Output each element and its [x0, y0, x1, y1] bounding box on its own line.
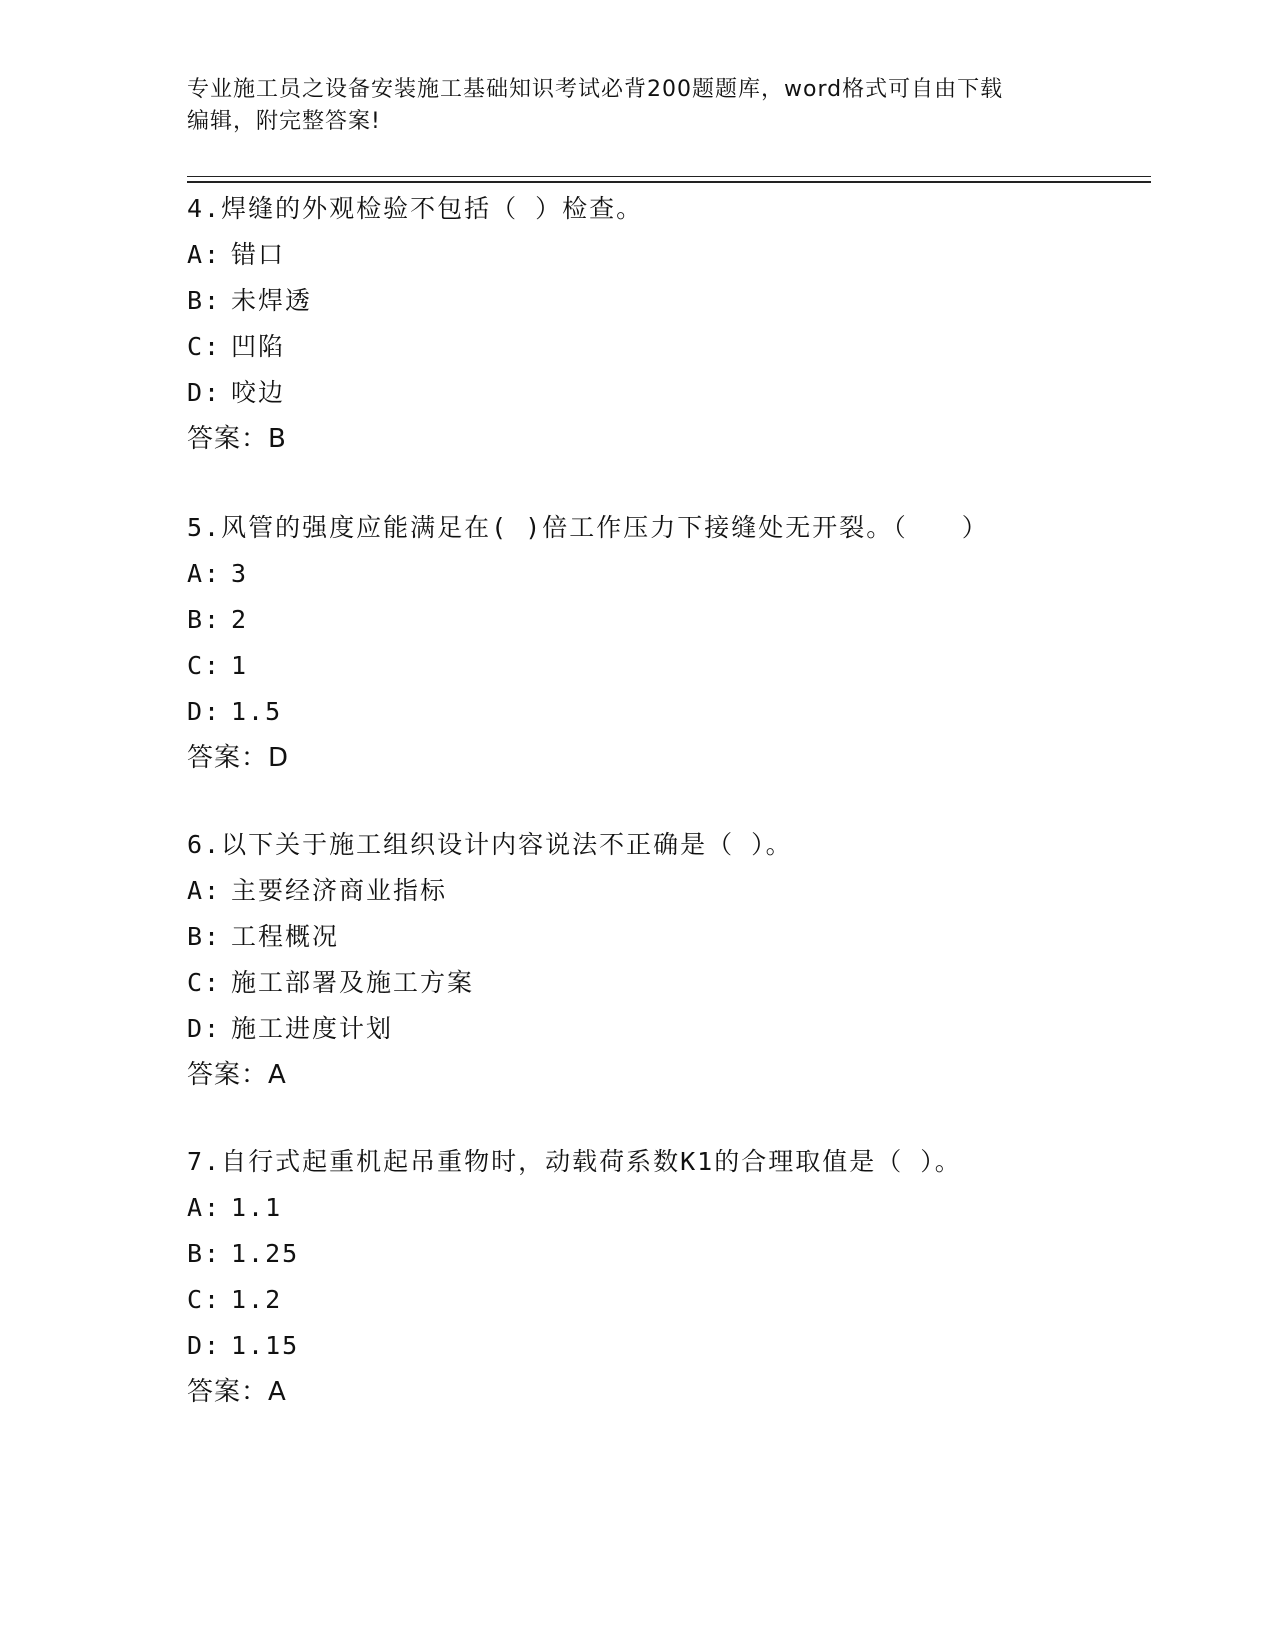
option-key: D: [187, 697, 222, 726]
option-c [187, 324, 1147, 370]
option-d [187, 689, 1147, 735]
option-key: D: [187, 378, 222, 407]
answer-line: 答案：A [187, 1060, 287, 1090]
option-b [187, 278, 1147, 324]
question-stem: 4.焊缝的外观检验不包括（ ）检查。 [187, 194, 644, 223]
option-text: 凹陷 [231, 332, 286, 361]
document-header [187, 74, 1087, 138]
option-key: C: [187, 968, 222, 997]
option-d [187, 1006, 1147, 1052]
question-stem: 7.自行式起重机起吊重物时，动载荷系数K1的合理取值是（ ）。 [187, 1147, 962, 1176]
option-key: B: [187, 286, 222, 315]
question-stem: 5.风管的强度应能满足在( )倍工作压力下接缝处无开裂。（ ） [187, 513, 989, 542]
question-block [187, 186, 1147, 462]
option-text: 1 [231, 651, 249, 680]
answer-line: 答案：B [187, 424, 287, 454]
option-text: 施工部署及施工方案 [231, 968, 475, 997]
option-b [187, 1231, 1147, 1277]
option-text: 主要经济商业指标 [231, 876, 448, 905]
option-a [187, 1185, 1147, 1231]
option-text: 1.2 [231, 1285, 283, 1314]
option-text: 施工进度计划 [231, 1014, 394, 1043]
option-key: A: [187, 1193, 222, 1222]
option-text: 1.25 [231, 1239, 300, 1268]
option-d [187, 370, 1147, 416]
question-stem: 6.以下关于施工组织设计内容说法不正确是（ ）。 [187, 830, 793, 859]
header-divider-thick [187, 181, 1151, 183]
option-a [187, 551, 1147, 597]
option-key: C: [187, 1285, 222, 1314]
option-b [187, 597, 1147, 643]
option-c [187, 643, 1147, 689]
question-block [187, 505, 1147, 781]
option-d [187, 1323, 1147, 1369]
option-text: 错口 [231, 240, 286, 269]
option-text: 1.1 [231, 1193, 283, 1222]
option-key: C: [187, 651, 222, 680]
option-b [187, 914, 1147, 960]
option-key: B: [187, 605, 222, 634]
answer-line: 答案：A [187, 1377, 287, 1407]
option-c [187, 1277, 1147, 1323]
header-title-line-1: 专业施工员之设备安装施工基础知识考试必背200题题库，word格式可自由下载 [187, 77, 1004, 102]
header-title-line-2: 编辑，附完整答案! [187, 109, 381, 134]
option-key: B: [187, 1239, 222, 1268]
option-key: A: [187, 876, 222, 905]
option-text: 未焊透 [231, 286, 313, 315]
option-key: D: [187, 1014, 222, 1043]
question-block [187, 1139, 1147, 1415]
option-text: 1.5 [231, 697, 283, 726]
question-block [187, 822, 1147, 1098]
option-key: C: [187, 332, 222, 361]
option-key: A: [187, 240, 222, 269]
answer-line: 答案：D [187, 743, 290, 773]
option-c [187, 960, 1147, 1006]
option-a [187, 232, 1147, 278]
option-key: D: [187, 1331, 222, 1360]
option-text: 咬边 [231, 378, 286, 407]
option-key: B: [187, 922, 222, 951]
option-text: 3 [231, 559, 249, 588]
option-key: A: [187, 559, 222, 588]
option-text: 工程概况 [231, 922, 340, 951]
option-a [187, 868, 1147, 914]
option-text: 2 [231, 605, 249, 634]
header-divider-thin [187, 176, 1151, 177]
option-text: 1.15 [231, 1331, 300, 1360]
